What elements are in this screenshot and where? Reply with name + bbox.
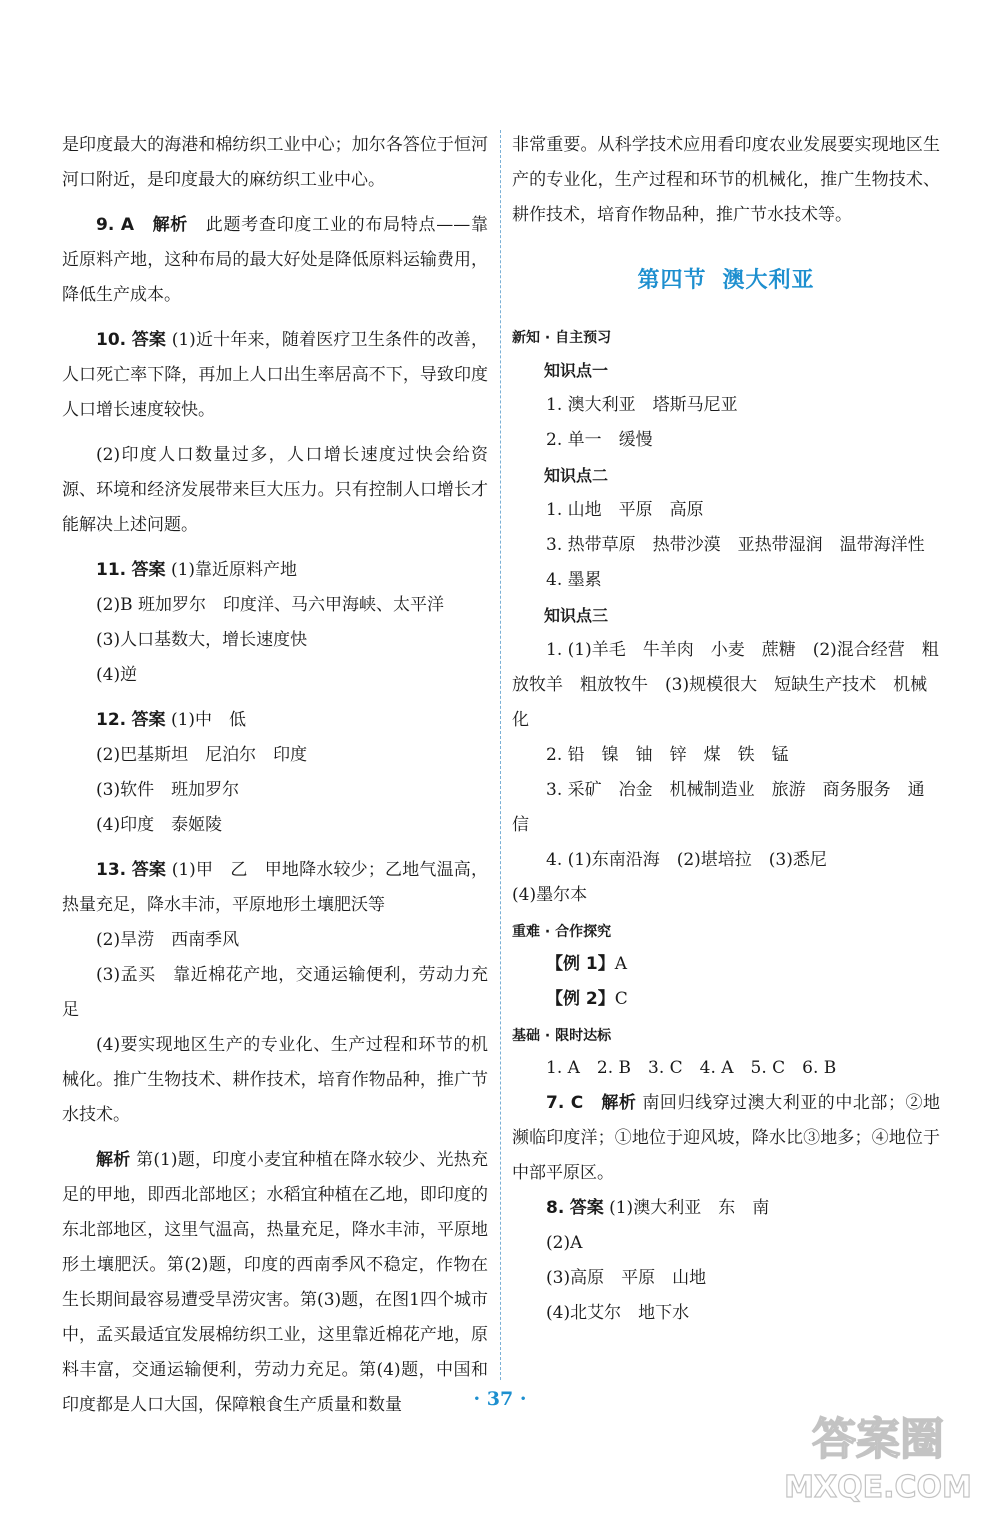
answer-line: (4)北艾尔 地下水 — [546, 1303, 690, 1323]
watermark-title: 答案圈 — [812, 1414, 944, 1465]
basic-answers: 1. A 2. B 3. C 4. A 5. C 6. B — [546, 1058, 837, 1078]
question-7 — [512, 1086, 940, 1191]
question-number: 13. — [96, 860, 127, 880]
answer-line: (3)高原 平原 山地 — [546, 1268, 707, 1288]
answer-line: (3)人口基数大，增长速度快 — [96, 630, 308, 650]
answer-line: (2)巴基斯坦 尼泊尔 印度 — [96, 745, 308, 765]
answer-line: 2. 单一 缓慢 — [546, 430, 653, 450]
right-column — [512, 128, 940, 1331]
question-11 — [62, 553, 488, 693]
analysis-text: 第(1)题，印度小麦宜种植在降水较少、光热充足的甲地，即西北部地区；水稻宜种植在乙地，即印度的东北部地区，这里气温高，热量充足，降水丰沛，平原地形土壤肥沃。第(2)题，印度的西南季风不稳定，作物在生长期间最容易遭受旱涝灾害。第(3)题，在图1四个城市中，孟买最适宜发展棉纺织工业，这里靠近棉花产地，原料丰富，交通运输便利，劳动力充足。第(4)题，中国和印度都是人口大国，保障粮食生产质量和数量 — [62, 1150, 488, 1415]
answer-label: 答案 — [131, 710, 166, 730]
analysis-paragraph — [62, 1143, 488, 1423]
question-number: 12. — [96, 710, 127, 730]
answer-line: 1. (1)羊毛 牛羊肉 小麦 蔗糖 (2)混合经营 粗放牧羊 粗放牧牛 (3)规模很大 短缺生产技术 机械化 — [512, 640, 939, 730]
page-number-value: 37 — [486, 1388, 514, 1410]
answer-line: (3)孟买 靠近棉花产地，交通运输便利，劳动力充足 — [62, 965, 488, 1020]
knowledge-point-2: 知识点二 — [544, 466, 609, 485]
answer-paragraph: (2)印度人口数量过多，人口增长速度过快会给资源、环境和经济发展带来巨大压力。只有控制人口增长才能解决上述问题。 — [62, 445, 488, 535]
answer-text: (1)靠近原料产地 — [170, 560, 298, 580]
answer-line — [62, 553, 488, 588]
section-name: 澳大利亚 — [722, 268, 815, 293]
column-divider — [500, 130, 501, 1380]
answer-line: 4. 墨累 — [546, 570, 602, 590]
example-2 — [512, 982, 940, 1017]
question-number: 7. C — [546, 1093, 584, 1113]
example-answer: C — [614, 989, 628, 1009]
answer-line — [62, 853, 488, 923]
answer-line: (2)A — [546, 1233, 583, 1253]
analysis-text: 南回归线穿过澳大利亚的中北部；②地濒临印度洋；①地位于迎风坡，降水比③地多；④地位于中部平原区。 — [512, 1093, 941, 1183]
analysis-label: 解析 — [601, 1093, 637, 1113]
analysis-label: 解析 — [96, 1150, 131, 1170]
question-8 — [512, 1191, 940, 1226]
answer-text: (1)中 低 — [170, 710, 247, 730]
heading-basic: 基础 · 限时达标 — [512, 1028, 612, 1044]
heading-preview: 新知 · 自主预习 — [512, 330, 612, 346]
answer-label: 答案 — [569, 1198, 604, 1218]
answer-line: (2)旱涝 西南季风 — [96, 930, 240, 950]
answer-line: 3. 采矿 冶金 机械制造业 旅游 商务服务 通信 — [512, 780, 925, 835]
answer-line: 2. 铅 镍 铀 锌 煤 铁 锰 — [546, 745, 789, 765]
question-number: 10. — [96, 330, 127, 350]
answer-label: 答案 — [131, 860, 167, 880]
answer-text: (1)近十年来，随着医疗卫生条件的改善，人口死亡率下降，再加上人口出生率居高不下，导致印度人口增长速度较快。 — [62, 330, 488, 420]
answer-line: (4)印度 泰姬陵 — [96, 815, 223, 835]
question-number: 8. — [546, 1198, 565, 1218]
example-label: 【例 1】 — [546, 954, 615, 974]
paragraph: 非常重要。从科学技术应用看印度农业发展要实现地区生产的专业化，生产过程和环节的机械化，推广生物技术、耕作技术，培育作物品种，推广节水技术等。 — [512, 135, 940, 225]
example-1 — [512, 947, 940, 982]
answer-line: (3)软件 班加罗尔 — [96, 780, 240, 800]
question-13 — [62, 853, 488, 1133]
watermark-logo — [768, 1399, 988, 1509]
answer-line: (4)要实现地区生产的专业化、生产过程和环节的机械化。推广生物技术、耕作技术，培育作物品种，推广节水技术。 — [62, 1035, 488, 1125]
question-number: 9. A — [96, 215, 135, 235]
answer-text: (1)甲 乙 甲地降水较少；乙地气温高，热量充足，降水丰沛，平原地形土壤肥沃等 — [62, 860, 488, 915]
answer-line: 4. (1)东南沿海 (2)堪培拉 (3)悉尼 — [546, 850, 827, 870]
section-number: 第四节 — [637, 268, 707, 293]
answer-line: (4)逆 — [96, 665, 138, 685]
answer-text: 此题考查印度工业的布局特点——靠近原料产地，这种布局的最大好处是降低原料运输费用，降低生产成本。 — [62, 215, 489, 305]
answer-line: (2)B 班加罗尔 印度洋、马六甲海峡、太平洋 — [96, 595, 444, 615]
analysis-label: 解析 — [152, 215, 189, 235]
page-number: · 37 · — [473, 1388, 527, 1410]
answer-label: 答案 — [131, 330, 167, 350]
answer-line: 1. 山地 平原 高原 — [546, 500, 704, 520]
answer-line: (4)墨尔本 — [512, 885, 588, 905]
answer-label: 答案 — [131, 560, 166, 580]
paragraph: 是印度最大的海港和棉纺织工业中心；加尔各答位于恒河河口附近，是印度最大的麻纺织工业中心。 — [62, 135, 488, 190]
answer-text: (1)澳大利亚 东 南 — [609, 1198, 770, 1218]
question-12 — [62, 703, 488, 843]
knowledge-point-3: 知识点三 — [544, 606, 609, 625]
watermark-url: MXQE.COM — [784, 1470, 972, 1505]
knowledge-point-1: 知识点一 — [544, 361, 609, 380]
section-title — [512, 261, 940, 301]
question-number: 11. — [96, 560, 127, 580]
left-column — [62, 128, 488, 1433]
answer-line — [62, 703, 488, 738]
heading-explore: 重难 · 合作探究 — [512, 924, 612, 940]
example-answer: A — [614, 954, 628, 974]
question-10 — [62, 323, 488, 428]
question-9 — [62, 208, 488, 313]
answer-line: 1. 澳大利亚 塔斯马尼亚 — [546, 395, 738, 415]
answer-line: 3. 热带草原 热带沙漠 亚热带湿润 温带海洋性 — [546, 535, 925, 555]
example-label: 【例 2】 — [546, 989, 615, 1009]
